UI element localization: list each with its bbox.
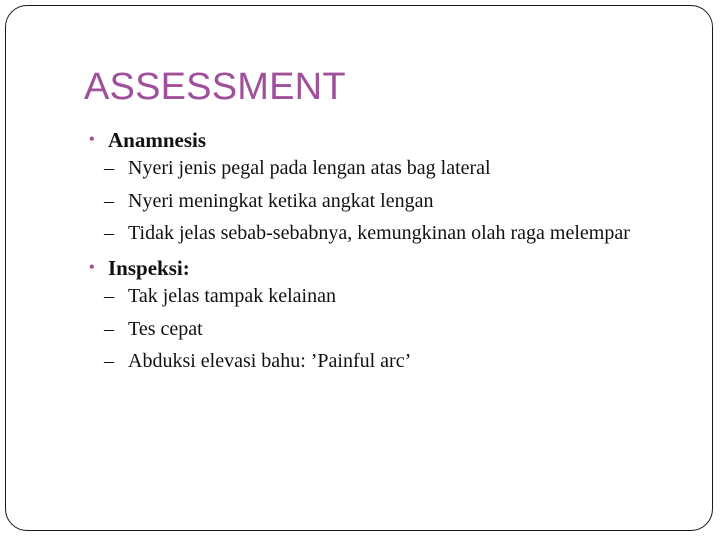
list-item: [86, 284, 666, 309]
list-item: [86, 317, 666, 342]
section-anamnesis: [86, 124, 666, 246]
slide-frame: [5, 5, 713, 531]
bullet-icon: •: [89, 259, 95, 276]
section-heading: [86, 124, 666, 156]
dash-icon: –: [104, 350, 114, 372]
section-heading-text: Inspeksi:: [108, 256, 190, 280]
list-item-text: Nyeri meningkat ketika angkat lengan: [128, 189, 434, 212]
list-item-text: Tak jelas tampak kelainan: [128, 285, 336, 307]
list-item: [86, 156, 666, 181]
list-item-text: Nyeri jenis pegal pada lengan atas bag lateral: [128, 157, 491, 179]
section-heading: [86, 252, 666, 284]
list-item: [86, 221, 666, 246]
dash-icon: –: [104, 157, 114, 179]
list-item: [86, 189, 666, 214]
list-item-text: Tidak jelas sebab-sebabnya, kemungkinan olah raga melempar: [128, 222, 630, 244]
list-item-text: Tes cepat: [128, 317, 203, 340]
dash-icon: –: [104, 222, 114, 244]
inspeksi-list: [86, 284, 666, 374]
section-heading-text: Anamnesis: [108, 128, 207, 152]
anamnesis-list: [86, 156, 666, 246]
list-item-text: Abduksi elevasi bahu: ’Painful arc’: [128, 350, 412, 372]
slide-content: [86, 124, 666, 380]
dash-icon: –: [104, 317, 114, 340]
dash-icon: –: [104, 285, 114, 307]
list-item: [86, 349, 666, 374]
section-inspeksi: [86, 252, 666, 374]
dash-icon: –: [104, 189, 114, 212]
bullet-icon: •: [89, 131, 95, 148]
slide-title: ASSESSMENT: [84, 66, 346, 108]
